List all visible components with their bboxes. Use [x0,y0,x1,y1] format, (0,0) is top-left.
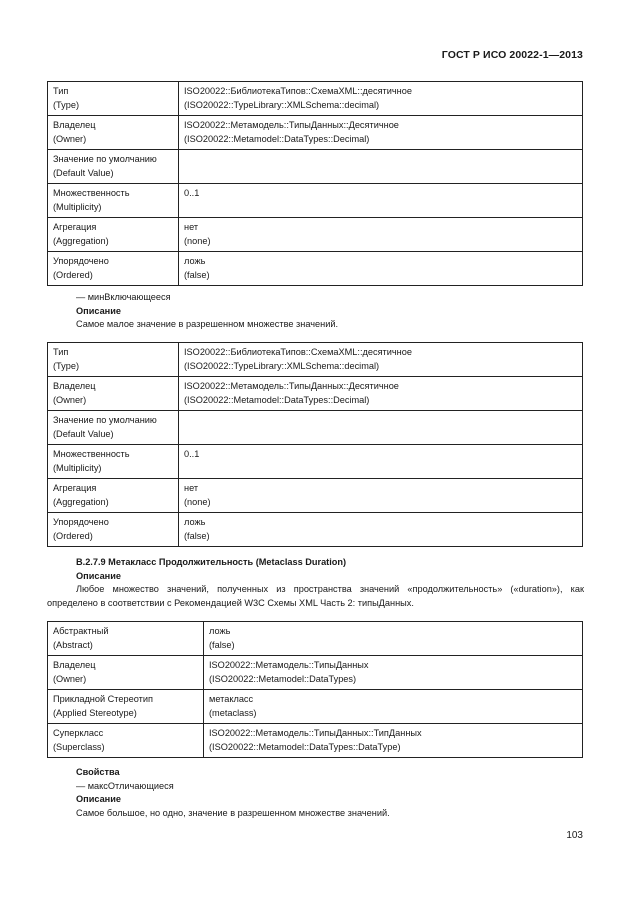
row-value-cell: ISO20022::БиблиотекаТипов::СхемаXML::десятичное (ISO20022::TypeLibrary::XMLSchema::decimal) [179,82,583,116]
row-label-cell: Прикладной Стереотип (Applied Stereotype) [48,690,204,724]
row-value-cell: ISO20022::Метамодель::ТипыДанных::ТипДанных (ISO20022::Metamodel::DataTypes::DataType) [204,724,583,758]
row-label-cell: Владелец (Owner) [48,656,204,690]
row-value-cell: ISO20022::БиблиотекаТипов::СхемаXML::десятичное (ISO20022::TypeLibrary::XMLSchema::decimal) [179,343,583,377]
row-label-cell: Значение по умолчанию (Default Value) [48,150,179,184]
metaclass-properties-table [47,621,583,758]
description-text: Самое большое, но одно, значение в разрешенном множестве значений. [76,807,390,818]
table-row [48,690,583,724]
description-heading: Описание [76,570,121,581]
description-text: Самое малое значение в разрешенном множестве значений. [76,319,339,329]
table-row [48,513,583,547]
attribute-name: — минВключающееся [76,292,171,302]
row-label-cell: Агрегация (Aggregation) [48,479,179,513]
table-row [48,622,583,656]
table-row [48,411,583,445]
row-value-cell: нет (none) [179,218,583,252]
table-row [48,82,583,116]
description-heading: Описание [76,305,121,316]
description-text-line-1: Любое множество значений, полученных из пространства значений «продолжительность» («duration»), как [76,584,584,594]
row-value-cell: 0..1 [179,184,583,218]
attributes-table-1 [47,81,583,286]
table-row [48,656,583,690]
row-value-cell: ложь (false) [179,252,583,286]
table-row [48,150,583,184]
row-label-cell: Упорядочено (Ordered) [48,252,179,286]
table-row [48,218,583,252]
row-value-cell: ложь (false) [204,622,583,656]
row-value-cell: ISO20022::Метамодель::ТипыДанных::Десятичное (ISO20022::Metamodel::DataTypes::Decimal) [179,116,583,150]
row-value-cell: метакласс (metaclass) [204,690,583,724]
table-row [48,343,583,377]
section-heading: B.2.7.9 Метакласс Продолжительность (Metaclass Duration) [76,557,347,567]
properties-section [76,766,584,820]
document-code: ГОСТ Р ИСО 20022-1—2013 [441,49,583,61]
description-heading: Описание [76,794,121,804]
table-row [48,184,583,218]
row-value-cell: 0..1 [179,445,583,479]
row-value-cell [179,411,583,445]
row-label-cell: Значение по умолчанию (Default Value) [48,411,179,445]
row-value-cell: ISO20022::Метамодель::ТипыДанных (ISO20022::Metamodel::DataTypes) [204,656,583,690]
row-value-cell: нет (none) [179,479,583,513]
table-row [48,479,583,513]
table-row [48,116,583,150]
row-label-cell: Множественность (Multiplicity) [48,445,179,479]
description-text-line-2: определено в соответствии с Рекомендацией W3C Схемы XML Часть 2: типыДанных. [47,598,414,608]
metaclass-duration-desc-continuation [47,597,584,611]
row-label-cell: Абстрактный (Abstract) [48,622,204,656]
metaclass-duration-section [76,556,584,597]
attributes-table-2 [47,342,583,547]
properties-heading: Свойства [76,767,120,777]
row-label-cell: Владелец (Owner) [48,377,179,411]
attribute-name: — максОтличающиеся [76,780,174,791]
row-label-cell: Агрегация (Aggregation) [48,218,179,252]
table-row [48,377,583,411]
page-number: 103 [566,830,583,841]
table-row [48,252,583,286]
row-label-cell: Суперкласс (Superclass) [48,724,204,758]
row-label-cell: Тип (Type) [48,82,179,116]
row-label-cell: Множественность (Multiplicity) [48,184,179,218]
row-value-cell: ISO20022::Метамодель::ТипыДанных::Десятичное (ISO20022::Metamodel::DataTypes::Decimal) [179,377,583,411]
row-label-cell: Тип (Type) [48,343,179,377]
row-value-cell: ложь (false) [179,513,583,547]
attribute-description-min-inclusive [76,291,584,332]
row-value-cell [179,150,583,184]
table-row [48,724,583,758]
table-row [48,445,583,479]
row-label-cell: Владелец (Owner) [48,116,179,150]
row-label-cell: Упорядочено (Ordered) [48,513,179,547]
